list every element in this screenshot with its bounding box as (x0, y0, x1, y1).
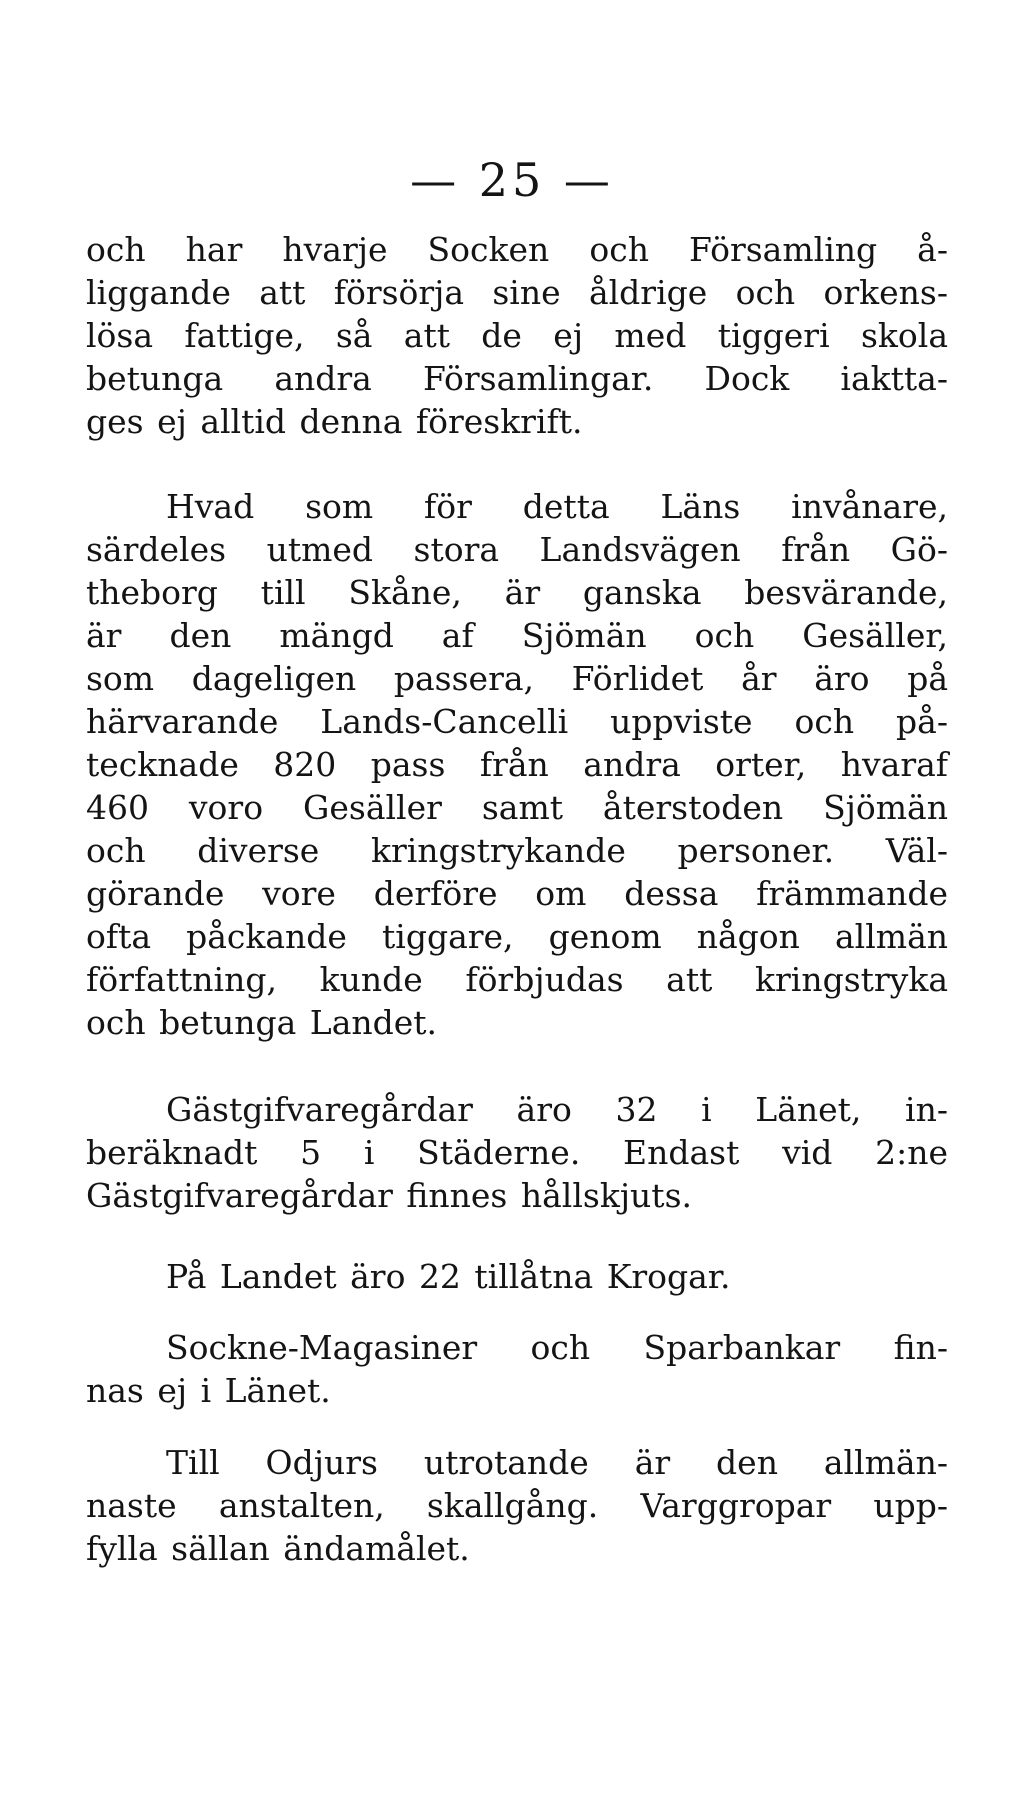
text-line: ofta påckande tiggare, genom någon allmän (86, 917, 948, 956)
page-number-header: — 25 — (410, 153, 614, 207)
paragraph-travellers (86, 485, 948, 1044)
text-line: naste anstalten, skallgång. Varggropar upp- (86, 1486, 948, 1525)
text-line: Sockne-Magasiner och Sparbankar fin- (166, 1328, 948, 1367)
text-line: fylla sällan ändamålet. (86, 1529, 470, 1568)
text-line: På Landet äro 22 tillåtna Krogar. (166, 1257, 731, 1296)
text-line: och har hvarje Socken och Församling å- (86, 230, 948, 269)
text-line: görande vore derföre om dessa främmande (86, 874, 948, 913)
text-line: och betunga Landet. (86, 1003, 438, 1042)
text-line: beräknadt 5 i Städerne. Endast vid 2:ne (86, 1133, 948, 1172)
paragraph-predators (86, 1441, 948, 1570)
text-line: och diverse kringstrykande personer. Väl- (86, 831, 948, 870)
text-line: Gästgifvaregårdar finnes hållskjuts. (86, 1176, 692, 1215)
paragraph-inns (86, 1088, 948, 1217)
text-line: 460 voro Gesäller samt återstoden Sjömän (86, 788, 948, 827)
text-line: Hvad som för detta Läns invånare, (166, 487, 948, 526)
text-line: lösa fattige, så att de ej med tiggeri skola (86, 316, 948, 355)
text-line: Till Odjurs utrotande är den allmän- (166, 1443, 948, 1482)
text-line: Gästgifvaregårdar äro 32 i Länet, in- (166, 1090, 948, 1129)
text-line: betunga andra Församlingar. Dock iaktta- (86, 359, 948, 398)
text-line: nas ej i Länet. (86, 1371, 331, 1410)
paragraph-taverns (86, 1255, 948, 1298)
text-line: författning, kunde förbjudas att kringstryka (86, 960, 948, 999)
paragraph-poor-relief (86, 228, 948, 443)
paragraph-savings-banks (86, 1326, 948, 1412)
text-line: theborg till Skåne, är ganska besvärande, (86, 573, 948, 612)
text-line: som dageligen passera, Förlidet år äro på (86, 659, 948, 698)
text-line: tecknade 820 pass från andra orter, hvaraf (86, 745, 948, 784)
text-line: härvarande Lands-Cancelli uppviste och på- (86, 702, 948, 741)
text-line: liggande att försörja sine åldrige och orkens- (86, 273, 948, 312)
text-line: särdeles utmed stora Landsvägen från Gö- (86, 530, 948, 569)
text-line: är den mängd af Sjömän och Gesäller, (86, 616, 948, 655)
text-line: ges ej alltid denna föreskrift. (86, 402, 583, 441)
